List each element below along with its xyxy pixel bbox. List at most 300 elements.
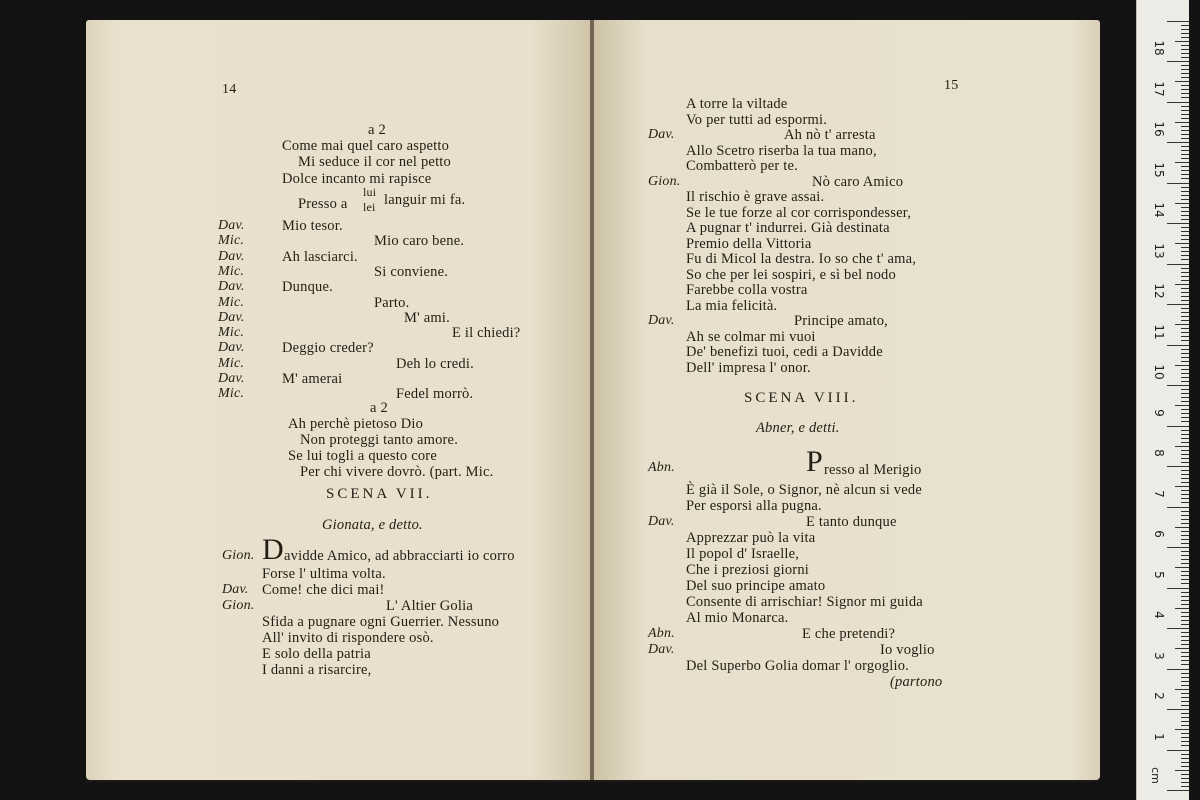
ruler-number: 14 bbox=[1152, 202, 1166, 218]
ruler-tick bbox=[1181, 575, 1189, 576]
ruler-tick bbox=[1181, 300, 1189, 301]
ruler-tick bbox=[1181, 280, 1189, 281]
ruler-tick bbox=[1181, 713, 1189, 714]
verse-line: Se lui togli a questo core bbox=[288, 448, 437, 464]
ruler-number: 10 bbox=[1152, 364, 1166, 380]
ruler-tick bbox=[1167, 345, 1189, 346]
ruler-tick bbox=[1181, 97, 1189, 98]
ruler-tick bbox=[1181, 170, 1189, 171]
ruler-tick bbox=[1181, 320, 1189, 321]
ruler-tick bbox=[1167, 426, 1189, 427]
verse-line: A pugnar t' indurrei. Già destinata bbox=[686, 220, 890, 236]
ruler-tick bbox=[1181, 397, 1189, 398]
ruler-tick bbox=[1181, 377, 1189, 378]
ruler-tick bbox=[1181, 620, 1189, 621]
ruler-tick bbox=[1181, 114, 1189, 115]
verse-line: È già il Sole, o Signor, nè alcun si vede bbox=[686, 482, 922, 498]
ruler-tick bbox=[1181, 652, 1189, 653]
verse-line: Apprezzar può la vita bbox=[686, 530, 816, 546]
ruler-tick bbox=[1181, 673, 1189, 674]
verse-line: Che i preziosi giorni bbox=[686, 562, 809, 578]
ruler-tick bbox=[1181, 126, 1189, 127]
ruler-tick bbox=[1181, 600, 1189, 601]
speaker-label: Mic. bbox=[218, 263, 245, 279]
ruler-tick bbox=[1181, 401, 1189, 402]
ruler-tick bbox=[1181, 25, 1189, 26]
ruler-tick bbox=[1175, 122, 1189, 123]
ruler-tick bbox=[1181, 721, 1189, 722]
verse-line: lui bbox=[363, 185, 377, 199]
ruler-tick bbox=[1181, 539, 1189, 540]
ruler-tick bbox=[1181, 53, 1189, 54]
verse-line: lei bbox=[363, 200, 376, 214]
speaker-label: Abn. bbox=[648, 626, 675, 641]
ruler-tick bbox=[1181, 207, 1189, 208]
speaker-label: Dav. bbox=[222, 582, 249, 597]
ruler-tick bbox=[1181, 251, 1189, 252]
ruler-tick bbox=[1167, 750, 1189, 751]
ruler-tick bbox=[1181, 93, 1189, 94]
verse-line: E solo della patria bbox=[262, 646, 371, 662]
ruler-tick bbox=[1167, 102, 1189, 103]
verse-line: Presso a bbox=[298, 196, 348, 212]
ruler-tick bbox=[1181, 494, 1189, 495]
ruler-tick bbox=[1181, 361, 1189, 362]
ruler-tick bbox=[1167, 547, 1189, 548]
speaker-label: Dav. bbox=[218, 218, 245, 233]
drop-cap: P bbox=[806, 445, 823, 478]
verse-line: All' invito di rispondere osò. bbox=[262, 630, 434, 646]
ruler-tick bbox=[1181, 758, 1189, 759]
ruler-tick bbox=[1181, 458, 1189, 459]
verse-line: Mi seduce il cor nel petto bbox=[298, 154, 451, 170]
verse-line: Sfida a pugnare ogni Guerrier. Nessuno bbox=[262, 614, 500, 630]
ruler-tick bbox=[1181, 130, 1189, 131]
ruler-tick bbox=[1181, 681, 1189, 682]
ruler-tick bbox=[1167, 588, 1189, 589]
ruler-tick bbox=[1181, 624, 1189, 625]
ruler-tick bbox=[1181, 450, 1189, 451]
ruler-tick bbox=[1181, 438, 1189, 439]
ruler-tick bbox=[1181, 693, 1189, 694]
ruler-tick bbox=[1181, 118, 1189, 119]
verse-line: languir mi fa. bbox=[384, 192, 466, 208]
ruler-tick bbox=[1181, 158, 1189, 159]
ruler-tick bbox=[1181, 340, 1189, 341]
ruler-tick bbox=[1181, 49, 1189, 50]
ruler-tick bbox=[1181, 138, 1189, 139]
ruler-tick bbox=[1181, 583, 1189, 584]
ruler-tick bbox=[1181, 85, 1189, 86]
ruler-tick bbox=[1181, 741, 1189, 742]
speaker-label: Mic. bbox=[218, 294, 245, 310]
dialogue-line: Dunque. bbox=[282, 279, 333, 296]
ruler-tick bbox=[1181, 531, 1189, 532]
speaker-label: Mic. bbox=[218, 386, 245, 402]
ruler-tick bbox=[1175, 162, 1189, 163]
verse-line: Allo Scetro riserba la tua mano, bbox=[686, 142, 877, 159]
ruler-tick bbox=[1167, 628, 1189, 629]
ruler-tick bbox=[1181, 519, 1189, 520]
ruler-tick bbox=[1181, 664, 1189, 665]
right-page bbox=[594, 20, 1100, 780]
ruler-tick bbox=[1181, 199, 1189, 200]
ruler-tick bbox=[1175, 365, 1189, 366]
verse-line: So che per lei sospiri, e sì bel nodo bbox=[686, 266, 896, 283]
scene-subtitle: Gionata, e detto. bbox=[322, 517, 423, 533]
verse-line: Vo per tutti ad espormi. bbox=[686, 111, 828, 128]
speaker-label: Mic. bbox=[218, 355, 245, 371]
ruler-tick bbox=[1181, 328, 1189, 329]
dialogue-line: Ah lasciarci. bbox=[282, 248, 358, 265]
ruler-tick bbox=[1181, 272, 1189, 273]
ruler-number: 7 bbox=[1152, 489, 1166, 498]
ruler-tick bbox=[1181, 632, 1189, 633]
ruler-tick bbox=[1181, 616, 1189, 617]
ruler-tick bbox=[1181, 45, 1189, 46]
scene-subtitle: Abner, e detti. bbox=[756, 420, 840, 436]
ruler-tick bbox=[1181, 235, 1189, 236]
ruler-tick bbox=[1175, 608, 1189, 609]
ruler-tick bbox=[1175, 324, 1189, 325]
ruler-tick bbox=[1181, 417, 1189, 418]
verse-line: Il popol d' Israelle, bbox=[686, 546, 800, 562]
ruler-tick bbox=[1181, 454, 1189, 455]
ruler-tick bbox=[1167, 183, 1189, 184]
ruler-tick bbox=[1181, 110, 1189, 111]
ruler-tick bbox=[1167, 61, 1189, 62]
verse-line: Per esporsi alla pugna. bbox=[686, 498, 822, 514]
dialogue-line: E il chiedi? bbox=[452, 325, 521, 342]
ruler-number: 2 bbox=[1152, 692, 1166, 700]
verse-line: (partono bbox=[890, 674, 943, 690]
ruler-tick bbox=[1181, 543, 1189, 544]
verse-line: a 2 bbox=[368, 122, 386, 138]
verse-line: Ah se colmar mi vuoi bbox=[686, 328, 816, 345]
dialogue-line: Fedel morrò. bbox=[396, 386, 474, 403]
ruler-tick bbox=[1181, 296, 1189, 297]
speaker-label: Dav. bbox=[218, 340, 245, 356]
ruler-tick bbox=[1181, 421, 1189, 422]
ruler-tick bbox=[1181, 29, 1189, 30]
ruler-tick bbox=[1175, 284, 1189, 285]
ruler-tick bbox=[1175, 689, 1189, 690]
ruler-tick bbox=[1181, 502, 1189, 503]
ruler-tick bbox=[1181, 612, 1189, 613]
verse-line: Dell' impresa l' onor. bbox=[686, 359, 811, 376]
ruler-tick bbox=[1181, 592, 1189, 593]
verse-line: Combatterò per te. bbox=[686, 158, 798, 174]
speaker-label: Gion. bbox=[648, 173, 681, 189]
verse-line: avidde Amico, ad abbracciarti io corro bbox=[284, 548, 515, 564]
ruler-tick bbox=[1181, 336, 1189, 337]
ruler-tick bbox=[1167, 142, 1189, 143]
dialogue-line: Mio caro bene. bbox=[374, 233, 465, 250]
ruler-tick bbox=[1181, 174, 1189, 175]
verse-line: L' Altier Golia bbox=[386, 598, 473, 614]
ruler-tick bbox=[1181, 555, 1189, 556]
drop-cap: D bbox=[262, 533, 284, 566]
ruler-number: 16 bbox=[1152, 121, 1166, 137]
ruler-tick bbox=[1167, 790, 1189, 791]
verse-line: Il rischio è grave assai. bbox=[686, 189, 825, 205]
ruler-tick bbox=[1181, 733, 1189, 734]
ruler-tick bbox=[1181, 515, 1189, 516]
ruler-tick bbox=[1181, 786, 1189, 787]
ruler-tick bbox=[1181, 211, 1189, 212]
verse-line: Non proteggi tanto amore. bbox=[300, 432, 459, 448]
ruler-number: 8 bbox=[1152, 449, 1166, 457]
ruler-tick bbox=[1181, 187, 1189, 188]
speaker-label: Dav. bbox=[218, 279, 245, 295]
verse-line: E che pretendi? bbox=[802, 626, 896, 642]
speaker-label: Mic. bbox=[218, 325, 245, 341]
ruler-tick bbox=[1181, 640, 1189, 641]
ruler-tick bbox=[1181, 247, 1189, 248]
speaker-label: Mic. bbox=[218, 233, 245, 249]
ruler-tick bbox=[1181, 778, 1189, 779]
ruler-unit: cm bbox=[1148, 767, 1162, 784]
ruler-tick bbox=[1181, 462, 1189, 463]
ruler-tick bbox=[1181, 69, 1189, 70]
ruler-tick bbox=[1181, 697, 1189, 698]
scene-title: SCENA VII. bbox=[326, 486, 433, 502]
ruler-tick bbox=[1181, 701, 1189, 702]
ruler-tick bbox=[1181, 498, 1189, 499]
dialogue-line: M' ami. bbox=[404, 309, 450, 326]
verse-line: Per chi vivere dovrò. (part. Mic. bbox=[300, 464, 494, 480]
ruler-tick bbox=[1181, 754, 1189, 755]
ruler-tick bbox=[1175, 648, 1189, 649]
ruler-tick bbox=[1181, 745, 1189, 746]
verse-line: Farebbe colla vostra bbox=[686, 282, 808, 298]
ruler-tick bbox=[1181, 255, 1189, 256]
ruler-tick bbox=[1181, 774, 1189, 775]
dialogue-line: Si conviene. bbox=[374, 263, 449, 280]
speaker-label: Abn. bbox=[648, 460, 675, 475]
ruler-number: 11 bbox=[1152, 323, 1166, 340]
ruler-tick bbox=[1181, 409, 1189, 410]
ruler-tick bbox=[1181, 316, 1189, 317]
ruler-number: 3 bbox=[1152, 651, 1166, 660]
ruler-tick bbox=[1175, 203, 1189, 204]
ruler-tick bbox=[1181, 656, 1189, 657]
ruler-tick bbox=[1167, 385, 1189, 386]
ruler-tick bbox=[1181, 259, 1189, 260]
ruler-tick bbox=[1181, 239, 1189, 240]
ruler-tick bbox=[1175, 81, 1189, 82]
ruler-tick bbox=[1181, 349, 1189, 350]
speaker-label: Dav. bbox=[218, 309, 245, 325]
ruler-tick bbox=[1181, 782, 1189, 783]
ruler-tick bbox=[1175, 527, 1189, 528]
verse-line: Principe amato, bbox=[794, 313, 889, 329]
ruler-tick bbox=[1181, 292, 1189, 293]
verse-line: Io voglio bbox=[880, 642, 935, 658]
verse-line: La mia felicità. bbox=[686, 297, 778, 314]
ruler-tick bbox=[1181, 357, 1189, 358]
ruler-tick bbox=[1175, 446, 1189, 447]
ruler-tick bbox=[1181, 373, 1189, 374]
ruler-number: 5 bbox=[1152, 570, 1166, 579]
ruler-tick bbox=[1167, 466, 1189, 467]
ruler-tick bbox=[1181, 762, 1189, 763]
ruler-number: 1 bbox=[1152, 732, 1166, 741]
verse-line: Ah perchè pietoso Dio bbox=[288, 416, 424, 432]
ruler-tick bbox=[1181, 389, 1189, 390]
ruler-tick bbox=[1181, 268, 1189, 269]
ruler-number: 17 bbox=[1152, 80, 1166, 97]
ruler-tick bbox=[1181, 413, 1189, 414]
verse-line: Come! che dici mai! bbox=[262, 582, 385, 598]
speaker-label: Dav. bbox=[218, 248, 245, 264]
dialogue-line: Deh lo credi. bbox=[396, 355, 474, 372]
verse-line: E tanto dunque bbox=[806, 514, 897, 530]
ruler-tick bbox=[1175, 41, 1189, 42]
ruler-tick bbox=[1181, 191, 1189, 192]
ruler-tick bbox=[1175, 567, 1189, 568]
ruler-tick bbox=[1181, 478, 1189, 479]
ruler-tick bbox=[1181, 57, 1189, 58]
ruler-tick bbox=[1181, 308, 1189, 309]
ruler-tick bbox=[1167, 223, 1189, 224]
scene-title: SCENA VIII. bbox=[744, 390, 859, 406]
ruler-tick bbox=[1181, 470, 1189, 471]
ruler-tick bbox=[1181, 77, 1189, 78]
ruler-tick bbox=[1181, 33, 1189, 34]
ruler-tick bbox=[1181, 134, 1189, 135]
ruler-tick bbox=[1181, 276, 1189, 277]
ruler-tick bbox=[1181, 579, 1189, 580]
ruler-tick bbox=[1181, 312, 1189, 313]
ruler-tick bbox=[1181, 150, 1189, 151]
ruler-tick bbox=[1181, 705, 1189, 706]
ruler-tick bbox=[1181, 332, 1189, 333]
ruler-tick bbox=[1175, 770, 1189, 771]
ruler-tick bbox=[1167, 264, 1189, 265]
verse-line: Forse l' ultima volta. bbox=[262, 566, 386, 582]
ruler-number: 13 bbox=[1152, 242, 1166, 259]
ruler-tick bbox=[1167, 21, 1189, 22]
ruler-tick bbox=[1181, 604, 1189, 605]
speaker-label: Dav. bbox=[648, 313, 675, 328]
ruler-number: 4 bbox=[1152, 611, 1166, 619]
ruler-tick bbox=[1167, 304, 1189, 305]
verse-line: A torre la viltade bbox=[686, 96, 788, 112]
verse-line: Nò caro Amico bbox=[812, 173, 904, 190]
ruler-tick bbox=[1175, 486, 1189, 487]
ruler-tick bbox=[1181, 393, 1189, 394]
ruler-tick bbox=[1167, 507, 1189, 508]
ruler-tick bbox=[1181, 89, 1189, 90]
verse-line: Al mio Monarca. bbox=[686, 610, 789, 626]
speaker-label: Gion. bbox=[222, 598, 255, 613]
ruler-tick bbox=[1181, 766, 1189, 767]
verse-line: Del suo principe amato bbox=[686, 578, 826, 594]
speaker-label: Dav. bbox=[648, 514, 675, 529]
ruler-tick bbox=[1181, 166, 1189, 167]
dialogue-line: M' amerai bbox=[282, 371, 343, 387]
speaker-label: Dav. bbox=[218, 371, 245, 386]
ruler-tick bbox=[1181, 685, 1189, 686]
ruler-tick bbox=[1181, 442, 1189, 443]
verse-line: I danni a risarcire, bbox=[262, 662, 372, 678]
verse-line: Del Superbo Golia domar l' orgoglio. bbox=[686, 658, 909, 674]
ruler-number: 9 bbox=[1152, 408, 1166, 417]
ruler-number: 15 bbox=[1152, 161, 1166, 178]
ruler-tick bbox=[1181, 551, 1189, 552]
ruler-tick bbox=[1181, 660, 1189, 661]
page-number: 14 bbox=[222, 82, 237, 97]
ruler-tick bbox=[1181, 215, 1189, 216]
ruler-tick bbox=[1181, 178, 1189, 179]
ruler-tick bbox=[1181, 511, 1189, 512]
ruler-tick bbox=[1175, 405, 1189, 406]
ruler-tick bbox=[1181, 737, 1189, 738]
ruler-tick bbox=[1181, 65, 1189, 66]
ruler-tick bbox=[1167, 709, 1189, 710]
ruler-tick bbox=[1181, 434, 1189, 435]
ruler-tick bbox=[1175, 729, 1189, 730]
page-number: 15 bbox=[944, 78, 959, 93]
ruler-tick bbox=[1181, 353, 1189, 354]
ruler-tick bbox=[1181, 146, 1189, 147]
ruler-tick bbox=[1181, 636, 1189, 637]
verse-line: resso al Merigio bbox=[824, 462, 922, 478]
verse-line: Premio della Vittoria bbox=[686, 235, 812, 252]
verse-line: Come mai quel caro aspetto bbox=[282, 138, 450, 154]
ruler-number: 18 bbox=[1152, 40, 1166, 56]
ruler-tick bbox=[1181, 227, 1189, 228]
ruler-tick bbox=[1181, 677, 1189, 678]
ruler-tick bbox=[1181, 725, 1189, 726]
ruler-tick bbox=[1181, 195, 1189, 196]
ruler-tick bbox=[1167, 669, 1189, 670]
verse-line: Se le tue forze al cor corrispondesser, bbox=[686, 204, 912, 221]
ruler-tick bbox=[1181, 559, 1189, 560]
dialogue-line: Parto. bbox=[374, 294, 410, 311]
ruler-tick bbox=[1181, 490, 1189, 491]
ruler-tick bbox=[1181, 231, 1189, 232]
ruler-number: 6 bbox=[1152, 530, 1166, 538]
ruler-tick bbox=[1181, 219, 1189, 220]
ruler-number: 12 bbox=[1152, 283, 1166, 299]
ruler-tick bbox=[1181, 717, 1189, 718]
dialogue-line: Deggio creder? bbox=[282, 340, 374, 357]
open-book bbox=[86, 20, 1100, 782]
ruler-tick bbox=[1181, 563, 1189, 564]
speaker-label: Dav. bbox=[648, 127, 675, 142]
ruler-tick bbox=[1181, 73, 1189, 74]
verse-line: Fu di Micol la destra. Io so che t' ama, bbox=[686, 251, 917, 267]
ruler-tick bbox=[1181, 571, 1189, 572]
verse-line: De' benefizi tuoi, cedi a Davidde bbox=[686, 344, 883, 360]
ruler-tick bbox=[1181, 644, 1189, 645]
ruler-tick bbox=[1181, 369, 1189, 370]
ruler-tick bbox=[1181, 482, 1189, 483]
ruler-tick bbox=[1181, 106, 1189, 107]
speaker-label: Dav. bbox=[648, 642, 675, 657]
ruler-tick bbox=[1181, 596, 1189, 597]
ruler-tick bbox=[1181, 430, 1189, 431]
speaker-label: Gion. bbox=[222, 548, 255, 563]
left-page bbox=[86, 20, 592, 780]
ruler-tick bbox=[1175, 243, 1189, 244]
ruler-tick bbox=[1181, 474, 1189, 475]
verse-line: Ah nò t' arresta bbox=[784, 127, 876, 143]
ruler-tick bbox=[1181, 381, 1189, 382]
verse-line: a 2 bbox=[370, 400, 388, 416]
